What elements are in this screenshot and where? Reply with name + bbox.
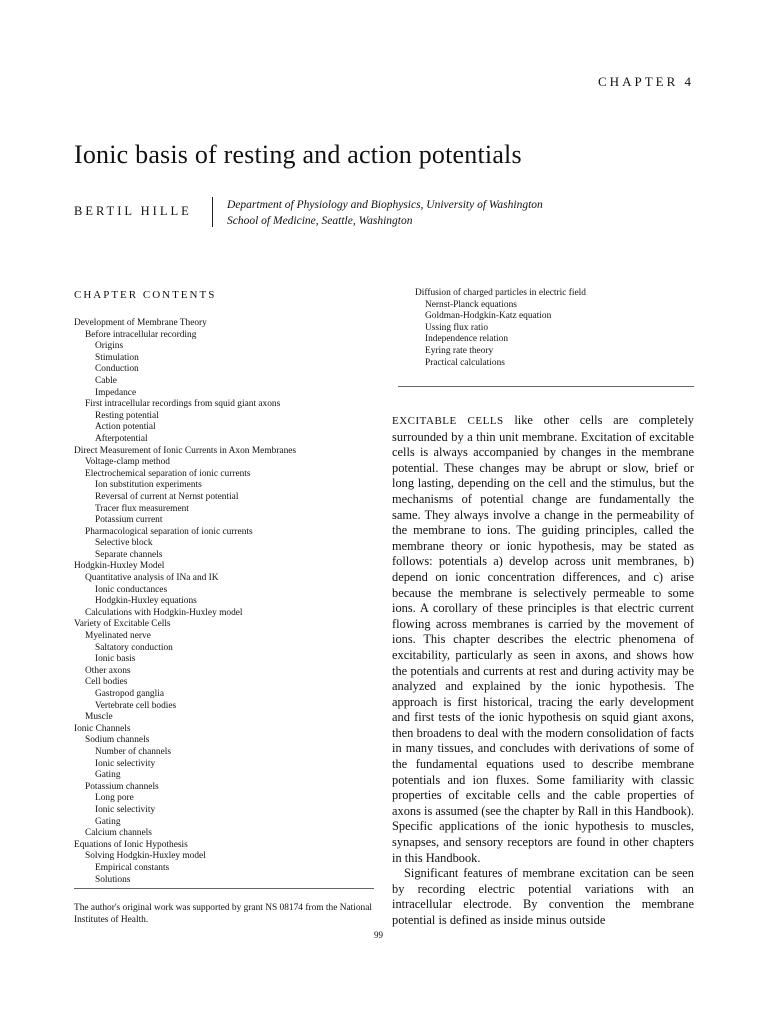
chapter-label: CHAPTER 4 xyxy=(598,74,694,89)
toc-item: Other axons xyxy=(85,665,131,676)
body-paragraph-1 xyxy=(392,413,694,866)
toc-item: Ionic selectivity xyxy=(95,758,156,769)
toc-item: Diffusion of charged particles in electric field xyxy=(415,288,586,298)
toc-item: Ionic selectivity xyxy=(95,804,156,815)
toc-item: Calcium channels xyxy=(85,828,152,839)
toc-item: Empirical constants xyxy=(95,862,170,873)
toc-item: Electrochemical separation of ionic currents xyxy=(85,468,251,479)
toc-item: Eyring rate theory xyxy=(425,345,494,356)
toc-item: Practical calculations xyxy=(425,357,505,368)
toc-item: Direct Measurement of Ionic Currents in Axon Membranes xyxy=(74,445,297,456)
toc-item: Nernst-Planck equations xyxy=(425,299,517,310)
toc-item: Selective block xyxy=(95,538,153,549)
affiliation-bracket xyxy=(212,197,218,227)
toc-item: Gastropod ganglia xyxy=(95,689,164,699)
toc-item: Separate channels xyxy=(95,549,163,560)
toc-item: Ion substitution experiments xyxy=(95,480,202,491)
toc-item: Voltage-clamp method xyxy=(85,457,170,468)
toc-item: Muscle xyxy=(85,712,113,723)
affiliation-line-1: Department of Physiology and Biophysics, University of Washington xyxy=(227,199,543,211)
toc-item: Reversal of current at Nernst potential xyxy=(95,491,239,502)
toc-item: Impedance xyxy=(95,387,137,398)
toc-item: Ionic conductances xyxy=(95,584,168,595)
toc-item: Sodium channels xyxy=(85,735,150,746)
toc-item: Origins xyxy=(95,341,124,352)
toc-item: Ionic Channels xyxy=(74,723,131,734)
toc-item: Ussing flux ratio xyxy=(425,322,489,333)
toc-item: Development of Membrane Theory xyxy=(74,318,207,328)
toc-item: Before intracellular recording xyxy=(85,329,197,340)
toc-item: Long pore xyxy=(95,793,134,804)
toc-left-column xyxy=(74,318,374,886)
contents-heading: CHAPTER CONTENTS xyxy=(74,289,217,301)
toc-item: Hodgkin-Huxley equations xyxy=(95,596,197,607)
toc-item: Pharmacological separation of ionic currents xyxy=(85,526,253,537)
toc-item: Resting potential xyxy=(95,410,159,421)
contents-divider xyxy=(398,386,694,387)
toc-item: Gating xyxy=(95,770,121,781)
toc-item: Calculations with Hodgkin-Huxley model xyxy=(85,607,243,618)
toc-item: Vertebrate cell bodies xyxy=(95,700,177,711)
paragraph-1-text: like other cells are completely surrounded by a thin unit membrane. Excitation of excitable cells is always accompanied by changes in the membrane potential. These changes may be abrupt or slow, brief or long lasting, depending on the cell and the stimulus, but the mechanisms of potential change are fundamentally the same. They always involve a change in the permeability of the membrane to ions. The guiding principles, called the membrane theory or ionic hypothesis, may be stated as follows: potentials a) develop across unit membranes, b) depend on ionic concentration differences, and c) arise because the membrane is selectively permeable to some ions. A corollary of these principles is that electric current flowing across membranes is carried by the movement of ions. This chapter describes the electric phenomena of excitability, particularly as seen in axons, and shows how the potentials and currents at rest and during activity may be analyzed and explained by the ionic hypothesis. The approach is first historical, tracing the early development and first tests of the ionic hypothesis on squid giant axons, then broadens to deal with the modern consolidation of facts in many tissues, and concludes with derivations of some of the fundamental equations used to describe membrane potentials and ion fluxes. Some familiarity with classic properties of excitable cells and the cable properties of axons is assumed (see the chapter by Rall in this Handbook). Specific applications of the ionic hypothesis to muscles, synapses, and sensory receptors are found in other chapters in this Handbook. xyxy=(392,413,694,865)
toc-item: Gating xyxy=(95,816,121,827)
lead-in: EXCITABLE CELLS xyxy=(392,415,504,427)
page-number: 99 xyxy=(374,930,383,940)
toc-item: Hodgkin-Huxley Model xyxy=(74,561,165,572)
toc-item: Solutions xyxy=(95,874,131,885)
toc-item: Ionic basis xyxy=(95,654,136,665)
toc-item: Tracer flux measurement xyxy=(95,503,189,514)
page-title: Ionic basis of resting and action potentials xyxy=(74,140,522,169)
affiliation-line-2: School of Medicine, Seattle, Washington xyxy=(227,215,413,227)
toc-item: Potassium current xyxy=(95,515,163,526)
toc-item: Cable xyxy=(95,375,117,386)
toc-item: Potassium channels xyxy=(85,781,159,792)
body-text xyxy=(392,413,694,929)
toc-item: Action potential xyxy=(95,422,156,433)
toc-item: Variety of Excitable Cells xyxy=(74,619,171,630)
footnote: The author's original work was supported by grant NS 08174 from the National Institutes of Health. xyxy=(74,903,372,925)
footnote-divider xyxy=(74,888,374,889)
toc-item: Goldman-Hodgkin-Katz equation xyxy=(425,311,552,322)
toc-item: Equations of Ionic Hypothesis xyxy=(74,839,188,850)
toc-item: Quantitative analysis of INa and IK xyxy=(85,573,219,584)
toc-item: Solving Hodgkin-Huxley model xyxy=(85,851,206,862)
toc-item: Number of channels xyxy=(95,746,172,757)
toc-item: Afterpotential xyxy=(95,433,148,444)
body-paragraph-2: Significant features of membrane excitation can be seen by recording electric potential variations with an intracellular electrode. By convention the membrane potential is defined as inside minus outside xyxy=(392,866,694,927)
toc-right-column xyxy=(404,288,694,369)
toc-item: Stimulation xyxy=(95,352,139,363)
author-name: BERTIL HILLE xyxy=(74,204,192,218)
affiliation xyxy=(227,197,543,229)
toc-item: Independence relation xyxy=(425,334,509,345)
toc-item: Cell bodies xyxy=(85,677,128,688)
toc-item: Conduction xyxy=(95,364,139,375)
toc-item: Myelinated nerve xyxy=(85,631,151,642)
toc-item: First intracellular recordings from squid giant axons xyxy=(85,399,281,410)
toc-item: Saltatory conduction xyxy=(95,642,173,653)
